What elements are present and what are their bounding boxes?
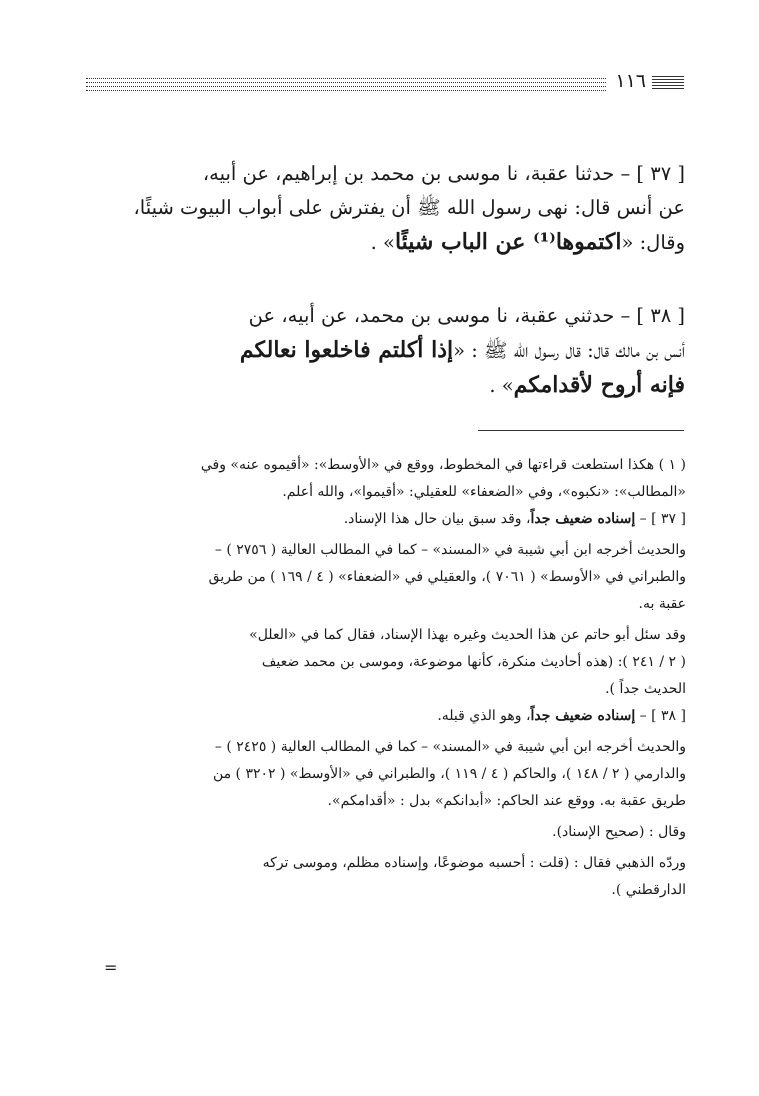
footnote-line xyxy=(98,703,686,730)
takhrij-text: ، وقد سبق بيان حال هذا الإسناد. xyxy=(343,511,531,527)
header-rule xyxy=(86,86,606,87)
footnote-line: ( ١ ) هكذا استطعت قراءتها في المخطوط، ووقع في «الأوسط»: «أقيموه عنه» وفي xyxy=(200,457,686,473)
footnote-line: طريق عقبة به. ووقع عند الحاكم: «أبدانكم» بدل : «أقدامكم». xyxy=(327,793,686,809)
footnote-line: والحديث أخرجه ابن أبي شيبة في «المسند» – كما في المطالب العالية ( ٢٧٥٦ ) – xyxy=(214,542,686,558)
hadith-line xyxy=(85,225,685,260)
takhrij-text: ، وهو الذي قبله. xyxy=(437,708,531,724)
hadith-37 xyxy=(85,157,685,260)
footnote-separator xyxy=(478,430,684,431)
page-number: ١١٦ xyxy=(615,70,646,92)
hadith-text: » . xyxy=(489,374,514,397)
page-header xyxy=(86,70,684,100)
footnote-line: «المطالب»: «نكبوه»، وفي «الضعفاء» للعقيلي: «أقيموا»، والله أعلم. xyxy=(282,484,686,500)
hadith-text: وقال: « xyxy=(621,231,685,254)
footnote-line: والطبراني في «الأوسط» ( ٧٠٦١ )، والعقيلي في «الضعفاء» ( ٤ / ١٦٩ ) من طريق xyxy=(208,569,686,585)
header-rule xyxy=(86,90,606,91)
hadith-line xyxy=(85,333,685,368)
takhrij-number: [ ٣٨ ] – xyxy=(635,708,686,724)
hadith-matn: فإنه أروح لأقدامكم xyxy=(513,372,685,398)
hadith-text: أنس بن مالك قال: قال رسول الله ﷺ : « xyxy=(453,339,685,362)
footnote-line: ( ٢ / ٢٤١ ): (هذه أحاديث منكرة، كأنها موضوعة، وموسى بن محمد ضعيف xyxy=(261,654,686,670)
hadith-text: » . xyxy=(370,231,395,254)
hadith-line: [ ٣٨ ] – حدثني عقبة، نا موسى بن محمد، عن أبيه، عن xyxy=(248,304,685,327)
header-rule xyxy=(86,82,606,83)
continuation-mark: = xyxy=(104,958,118,977)
hadith-line: عن أنس قال: نهى رسول الله ﷺ أن يفترش على أبواب البيوت شيئًا، xyxy=(133,196,685,219)
footnote-line: والدارمي ( ٢ / ١٤٨ )، والحاكم ( ٤ / ١١٩ )، والطبراني في «الأوسط» ( ٣٢٠٢ ) من xyxy=(212,766,686,782)
takhrij-verdict: إسناده ضعيف جداً xyxy=(530,708,636,724)
footnote-line: وردّه الذهبي فقال : (قلت : أحسبه موضوعًا، وإسناده مظلم، وموسى تركه xyxy=(262,855,686,871)
hadith-matn: إذا أكلتم فاخلعوا نعالكم xyxy=(239,337,454,363)
hadith-line xyxy=(85,368,685,403)
header-rule xyxy=(86,78,606,79)
hadith-38 xyxy=(85,299,685,403)
footnote-line: عقبة به. xyxy=(638,596,686,612)
footnote-line: وقد سئل أبو حاتم عن هذا الحديث وغيره بهذا الإسناد، فقال كما في «العلل» xyxy=(249,627,686,643)
takhrij-verdict: إسناده ضعيف جداً xyxy=(530,511,636,527)
hadith-matn: اكتموها⁽¹⁾ عن الباب شيئًا xyxy=(394,229,622,255)
footnote-line: والحديث أخرجه ابن أبي شيبة في «المسند» – كما في المطالب العالية ( ٢٤٢٥ ) – xyxy=(214,739,686,755)
hadith-line: [ ٣٧ ] – حدثنا عقبة، نا موسى بن محمد بن إبراهيم، عن أبيه، xyxy=(202,162,685,185)
footnotes xyxy=(98,452,686,904)
footnote-line: الحديث جداً ). xyxy=(605,681,686,697)
page-number-ornament xyxy=(652,76,684,90)
footnote-line: وقال : (صحيح الإسناد). xyxy=(552,824,686,840)
footnote-line: الدارقطني ). xyxy=(611,882,686,898)
footnote-line xyxy=(98,506,686,533)
takhrij-number: [ ٣٧ ] – xyxy=(635,511,686,527)
